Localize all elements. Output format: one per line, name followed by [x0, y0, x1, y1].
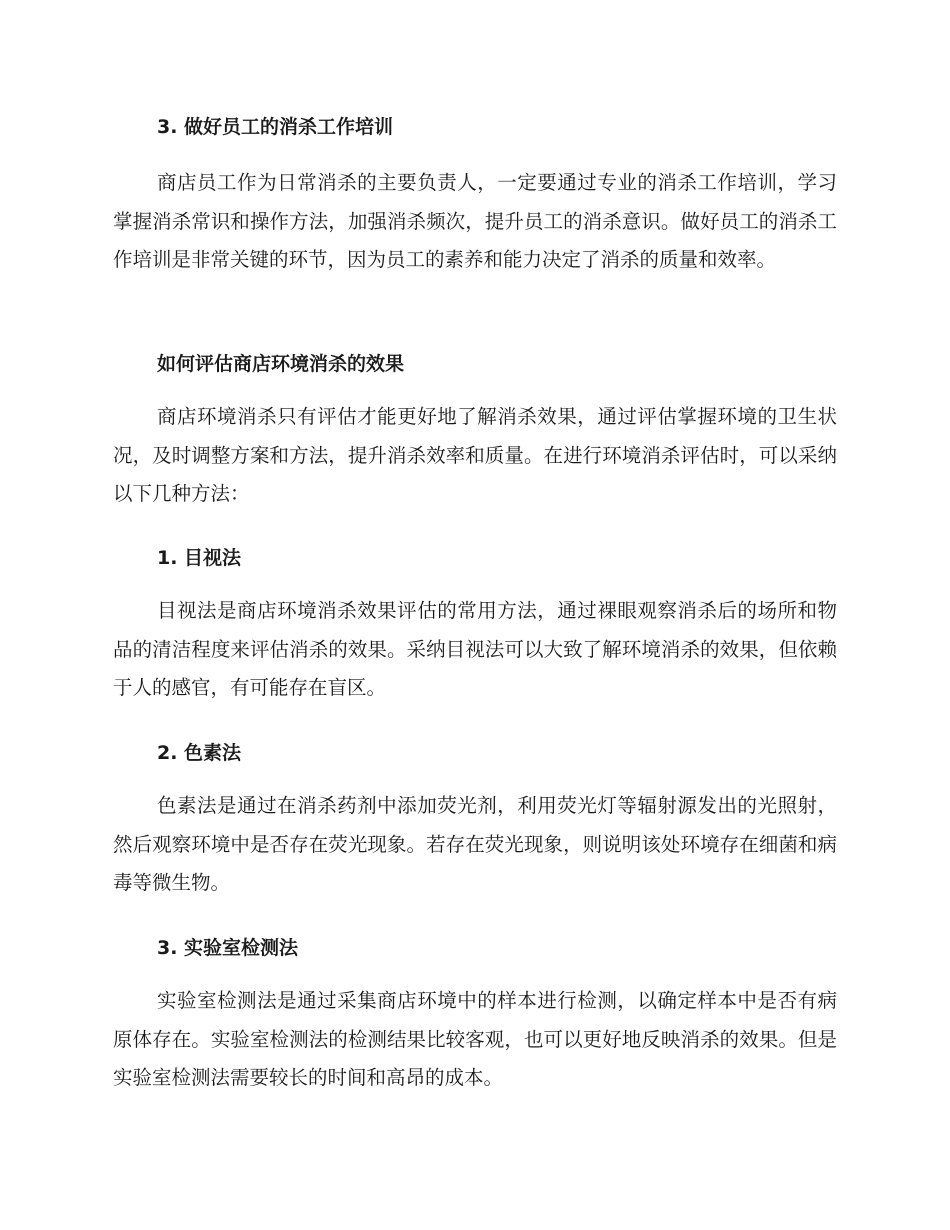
- section-heading-evaluate-effect: 如何评估商店环境消杀的效果: [157, 353, 405, 375]
- section-heading-pigment-method: 2. 色素法: [157, 742, 242, 764]
- section-heading-visual-method: 1. 目视法: [157, 547, 242, 569]
- paragraph-lab-method: 实验室检测法是通过采集商店环境中的样本进行检测，以确定样本中是否有病原体存在。实验室检测法的检测结果比较客观，也可以更好地反映消杀的效果。但是实验室检测法需要较长的时间和高昂的成本。: [113, 989, 837, 1089]
- section-heading-lab-method: 3. 实验室检测法: [157, 937, 299, 959]
- paragraph-visual-method: 目视法是商店环境消杀效果评估的常用方法，通过裸眼观察消杀后的场所和物品的清洁程度来评估消杀的效果。采纳目视法可以大致了解环境消杀的效果，但依赖于人的感官，有可能存在盲区。: [113, 599, 837, 699]
- section-heading-staff-training: 3. 做好员工的消杀工作培训: [157, 116, 394, 138]
- paragraph-pigment-method: 色素法是通过在消杀药剂中添加荧光剂，利用荧光灯等辐射源发出的光照射，然后观察环境中是否存在荧光现象。若存在荧光现象，则说明该处环境存在细菌和病毒等微生物。: [113, 794, 837, 894]
- paragraph-staff-training: 商店员工作为日常消杀的主要负责人，一定要通过专业的消杀工作培训，学习掌握消杀常识和操作方法，加强消杀频次，提升员工的消杀意识。做好员工的消杀工作培训是非常关键的环节，因为员工的素养和能力决定了消杀的质量和效率。: [113, 171, 837, 271]
- paragraph-evaluate-effect: 商店环境消杀只有评估才能更好地了解消杀效果，通过评估掌握环境的卫生状况，及时调整方案和方法，提升消杀效率和质量。在进行环境消杀评估时，可以采纳以下几种方法：: [113, 405, 837, 505]
